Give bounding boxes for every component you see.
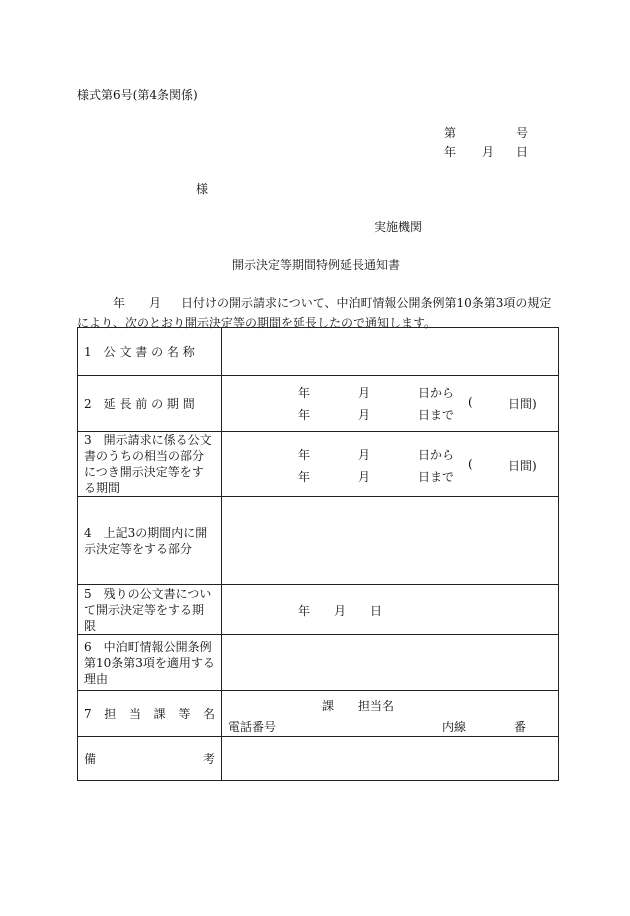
r2-month-to: 月 bbox=[358, 408, 371, 422]
extension-form-table bbox=[77, 327, 559, 781]
r5-month: 月 bbox=[334, 604, 347, 618]
value-original-period[interactable] bbox=[222, 376, 559, 432]
value-reason[interactable] bbox=[222, 635, 559, 691]
value-decision-part[interactable] bbox=[222, 497, 559, 585]
addressee-suffix: 様 bbox=[196, 182, 209, 196]
row-decision-part bbox=[78, 497, 559, 585]
r2-year-from: 年 bbox=[298, 386, 311, 400]
document-number-prefix: 第 bbox=[444, 126, 457, 140]
label-remarks bbox=[78, 737, 222, 781]
document-title: 開示決定等期間特例延長通知書 bbox=[232, 258, 401, 272]
date-year-label: 年 bbox=[444, 145, 457, 159]
r7-label-c4: 等 bbox=[178, 706, 191, 721]
r8-label-left: 備 bbox=[84, 751, 97, 766]
label-contact bbox=[78, 691, 222, 737]
value-extended-period[interactable] bbox=[222, 432, 559, 497]
r3-month-to: 月 bbox=[358, 470, 371, 484]
form-number-label: 様式第6号(第4条関係) bbox=[77, 88, 198, 102]
document-number-suffix: 号 bbox=[516, 126, 529, 140]
r7-label-num: 7 bbox=[84, 706, 92, 721]
value-remarks[interactable] bbox=[222, 737, 559, 781]
date-day-label: 日 bbox=[516, 145, 529, 159]
r5-year: 年 bbox=[298, 604, 311, 618]
intro-text: 日付けの開示請求について、中泊町情報公開条例第10条第3項の規定により、次のとおり開示決定等の期間を延長したので通知します。 bbox=[77, 296, 552, 330]
row-contact bbox=[78, 691, 559, 737]
r7-ext-suffix: 番 bbox=[514, 720, 527, 734]
intro-month: 月 bbox=[149, 296, 162, 310]
r3-year-from: 年 bbox=[298, 448, 311, 462]
value-document-name[interactable] bbox=[222, 328, 559, 376]
r3-paren-open: ( bbox=[468, 457, 473, 471]
row-document-name bbox=[78, 328, 559, 376]
value-remaining-deadline[interactable] bbox=[222, 585, 559, 635]
row-remarks bbox=[78, 737, 559, 781]
r3-year-to: 年 bbox=[298, 470, 311, 484]
label-original-period: 2 延 長 前 の 期 間 bbox=[78, 376, 222, 432]
r7-label-c1: 担 bbox=[104, 706, 117, 721]
date-month-label: 月 bbox=[482, 145, 495, 159]
r2-days: 日間) bbox=[508, 397, 537, 411]
implementing-agency: 実施機関 bbox=[374, 220, 423, 234]
r7-section: 課 bbox=[322, 699, 335, 713]
r5-day: 日 bbox=[370, 604, 383, 618]
r2-year-to: 年 bbox=[298, 408, 311, 422]
label-decision-part: 4 上記3の期間内に開示決定等をする部分 bbox=[78, 497, 222, 585]
r2-paren-open: ( bbox=[468, 395, 473, 409]
row-extended-period bbox=[78, 432, 559, 497]
row-remaining-deadline bbox=[78, 585, 559, 635]
row-original-period bbox=[78, 376, 559, 432]
label-extended-period: 3 開示請求に係る公文書のうちの相当の部分につき開示決定等をする期間 bbox=[78, 432, 222, 497]
r2-day-from: 日から bbox=[418, 386, 455, 400]
label-remaining-deadline: 5 残りの公文書について開示決定等をする期限 bbox=[78, 585, 222, 635]
r3-month-from: 月 bbox=[358, 448, 371, 462]
r7-extension: 内線 bbox=[442, 720, 467, 734]
r7-label-c3: 課 bbox=[153, 706, 166, 721]
r3-day-to: 日まで bbox=[418, 470, 455, 484]
r2-month-from: 月 bbox=[358, 386, 371, 400]
value-contact[interactable] bbox=[222, 691, 559, 737]
r2-day-to: 日まで bbox=[418, 408, 455, 422]
label-document-name: 1 公 文 書 の 名 称 bbox=[78, 328, 222, 376]
row-reason bbox=[78, 635, 559, 691]
r7-person: 担当名 bbox=[358, 699, 395, 713]
label-reason: 6 中泊町情報公開条例第10条第3項を適用する理由 bbox=[78, 635, 222, 691]
r7-label-c2: 当 bbox=[128, 706, 141, 721]
r3-day-from: 日から bbox=[418, 448, 455, 462]
r7-label-c5: 名 bbox=[202, 706, 215, 721]
r8-label-right: 考 bbox=[202, 751, 215, 766]
r7-phone: 電話番号 bbox=[228, 720, 277, 734]
intro-year: 年 bbox=[113, 296, 126, 310]
r3-days: 日間) bbox=[508, 459, 537, 473]
